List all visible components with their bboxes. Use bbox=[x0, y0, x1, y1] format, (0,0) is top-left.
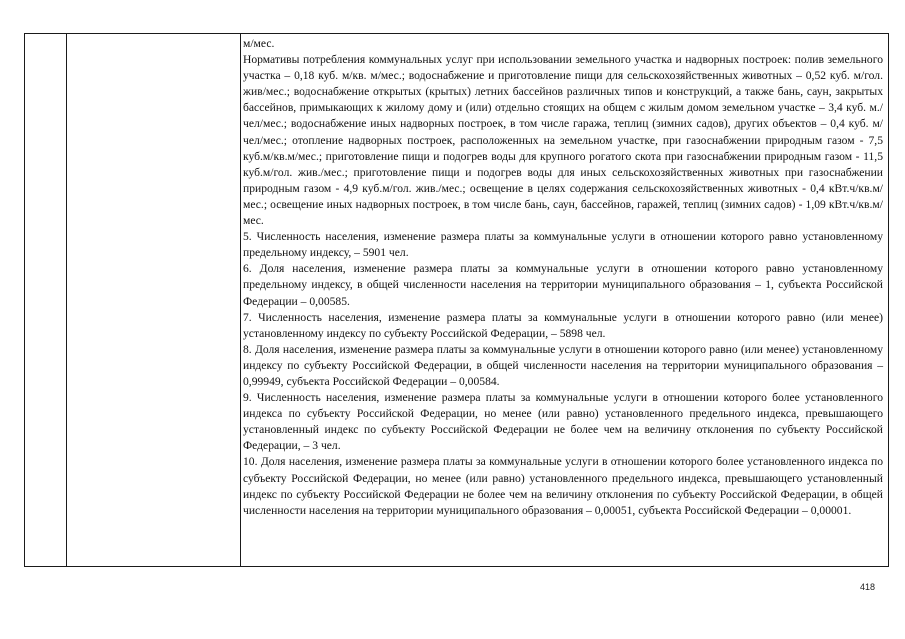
paragraph-item-6: 6. Доля населения, изменение размера платы за коммунальные услуги в отношении которого равно установленному предельному индексу, в общей численности населения на территории муниципального образования – 1, субъекта Российской Федерации – 0,00585. bbox=[243, 262, 883, 308]
column-divider-1 bbox=[66, 34, 67, 566]
table-cell-content bbox=[243, 36, 883, 519]
column-divider-2 bbox=[240, 34, 241, 566]
table-frame bbox=[24, 33, 889, 567]
paragraph-item-10: 10. Доля населения, изменение размера платы за коммунальные услуги в отношении которого более установленного индекса по субъекту Российской Федерации, но менее (или равно) установленного предельного индекса, превышающего установленный индекс по субъекту Российской Федерации не более чем на величину отклонения по субъекту Российской Федерации, в общей численности населения на территории муниципального образования – 0,00051, субъекта Российской Федерации – 0,00001. bbox=[243, 455, 883, 517]
page-number: 418 bbox=[860, 582, 876, 592]
paragraph-item-7: 7. Численность населения, изменение размера платы за коммунальные услуги в отношении которого равно (или менее) установленному индексу по субъекту Российской Федерации, – 5898 чел. bbox=[243, 310, 883, 340]
paragraph-consumption-norms: Нормативы потребления коммунальных услуг при использовании земельного участка и надворных построек: полив земельного участка – 0,18 куб. м/кв. м/мес.; водоснабжение и приготовление пищи для сельскохозяйственных животных – 0,52 куб. м/гол. жив/мес.; водоснабжение открытых (крытых) летних бассейнов различных типов и конструкций, а также бань, саун, закрытых бассейнов, примыкающих к жилому дому и (или) отдельно стоящих на общем с жилым домом земельном участке – 3,4 куб. м./чел/мес.; водоснабжение иных надворных построек, в том числе гаража, теплиц (зимних садов), других объектов – 0,4 куб. м/чел/мес.; отопление надворных построек, расположенных на земельном участке, при газоснабжении природным газом - 7,5 куб.м/кв.м/мес.; приготовление пищи и подогрев воды для крупного рогатого скота при газоснабжении природным газом - 11,5 куб.м/гол. жив./мес.; приготовление пищи и подогрев воды для иных сельскохозяйственных животных при газоснабжении природным газом - 4,9 куб.м/гол. жив./мес.; освещение в целях содержания сельскохозяйственных животных - 0,4 кВт.ч/кв.м/мес.; освещение иных надворных построек, в том числе бань, саун, бассейнов, гаражей, теплиц (зимних садов) - 1,09 кВт.ч/кв.м/мес. bbox=[243, 53, 883, 228]
paragraph-units-continuation: м/мес. bbox=[243, 37, 275, 50]
paragraph-item-5: 5. Численность населения, изменение размера платы за коммунальные услуги в отношении которого равно установленному предельному индексу, – 5901 чел. bbox=[243, 230, 883, 260]
paragraph-item-9: 9. Численность населения, изменение размера платы за коммунальные услуги в отношении которого более установленного индекса по субъекту Российской Федерации, но менее (или равно) установленного предельного индекса, превышающего установленный индекс по субъекту Российской Федерации не более чем на величину отклонения по субъекту Российской Федерации, – 3 чел. bbox=[243, 391, 883, 453]
paragraph-item-8: 8. Доля населения, изменение размера платы за коммунальные услуги в отношении которого равно (или менее) установленному индексу по субъекту Российской Федерации, в общей численности населения на территории муниципального образования – 0,99949, субъекта Российской Федерации – 0,00584. bbox=[243, 342, 883, 388]
